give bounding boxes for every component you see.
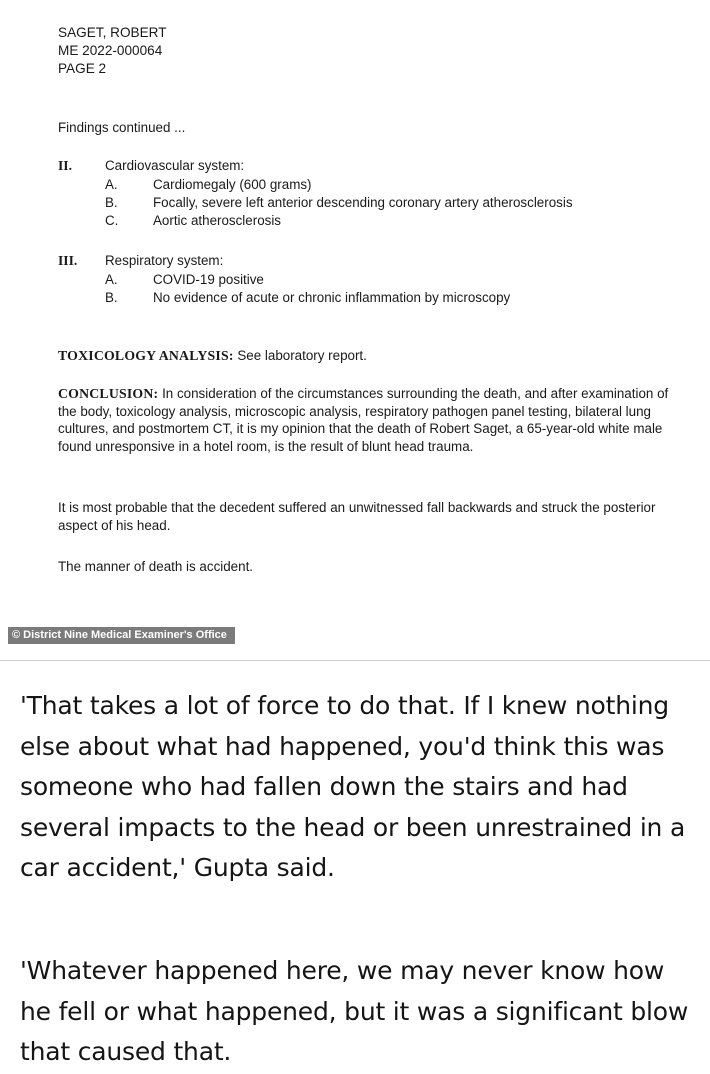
item-letter: B. <box>105 195 118 210</box>
item-text: Cardiomegaly (600 grams) <box>153 177 312 192</box>
manner-of-death: The manner of death is accident. <box>58 559 254 574</box>
item-letter: C. <box>105 213 119 228</box>
section-numeral: III. <box>58 253 78 268</box>
item-letter: A. <box>105 272 118 287</box>
toxicology-label: TOXICOLOGY ANALYSIS: <box>58 348 234 363</box>
section-numeral: II. <box>58 158 72 173</box>
item-text: No evidence of acute or chronic inflammation by microscopy <box>153 290 511 305</box>
probable-cause-paragraph: It is most probable that the decedent suffered an unwitnessed fall backwards and struck the posterior aspect of his head. <box>58 500 656 533</box>
finding-item <box>105 272 264 287</box>
finding-item <box>105 290 510 305</box>
finding-item <box>105 213 281 228</box>
article-paragraph: 'That takes a lot of force to do that. If I knew nothing else about what had happened, you'd think this was someone who had fallen down the stairs and had several impacts to the head or been unrestrained in a car accident,' Gupta said. <box>20 691 686 883</box>
image-credit: © District Nine Medical Examiner's Office <box>8 627 235 644</box>
case-number: ME 2022-000064 <box>58 43 163 58</box>
item-letter: B. <box>105 290 118 305</box>
page-number: PAGE 2 <box>58 61 107 76</box>
conclusion <box>58 385 678 455</box>
decedent-name: SAGET, ROBERT <box>58 25 167 40</box>
report-header <box>58 24 167 78</box>
section-title: Respiratory system: <box>105 253 224 268</box>
item-letter: A. <box>105 177 118 192</box>
section-title: Cardiovascular system: <box>105 158 245 173</box>
finding-item <box>105 195 573 210</box>
conclusion-text: In consideration of the circumstances surrounding the death, and after examination of the body, toxicology analysis, microscopic analysis, respiratory pathogen panel testing, bilateral lung cultures, and postmortem CT, it is my opinion that the death of Robert Saget, a 65-year-old white male found unresponsive in a hotel room, is the result of blunt head trauma. <box>58 386 669 454</box>
toxicology-analysis <box>58 347 678 365</box>
toxicology-text: See laboratory report. <box>237 348 367 363</box>
conclusion-label: CONCLUSION: <box>58 386 159 401</box>
item-text: COVID-19 positive <box>153 272 264 287</box>
article-paragraph: 'Whatever happened here, we may never know how he fell or what happened, but it was a significant blow that caused that. <box>20 956 689 1067</box>
item-text: Focally, severe left anterior descending coronary artery atherosclerosis <box>153 195 573 210</box>
item-text: Aortic atherosclerosis <box>153 213 282 228</box>
findings-continued: Findings continued ... <box>58 120 186 135</box>
divider <box>0 660 710 661</box>
finding-item <box>105 177 312 192</box>
